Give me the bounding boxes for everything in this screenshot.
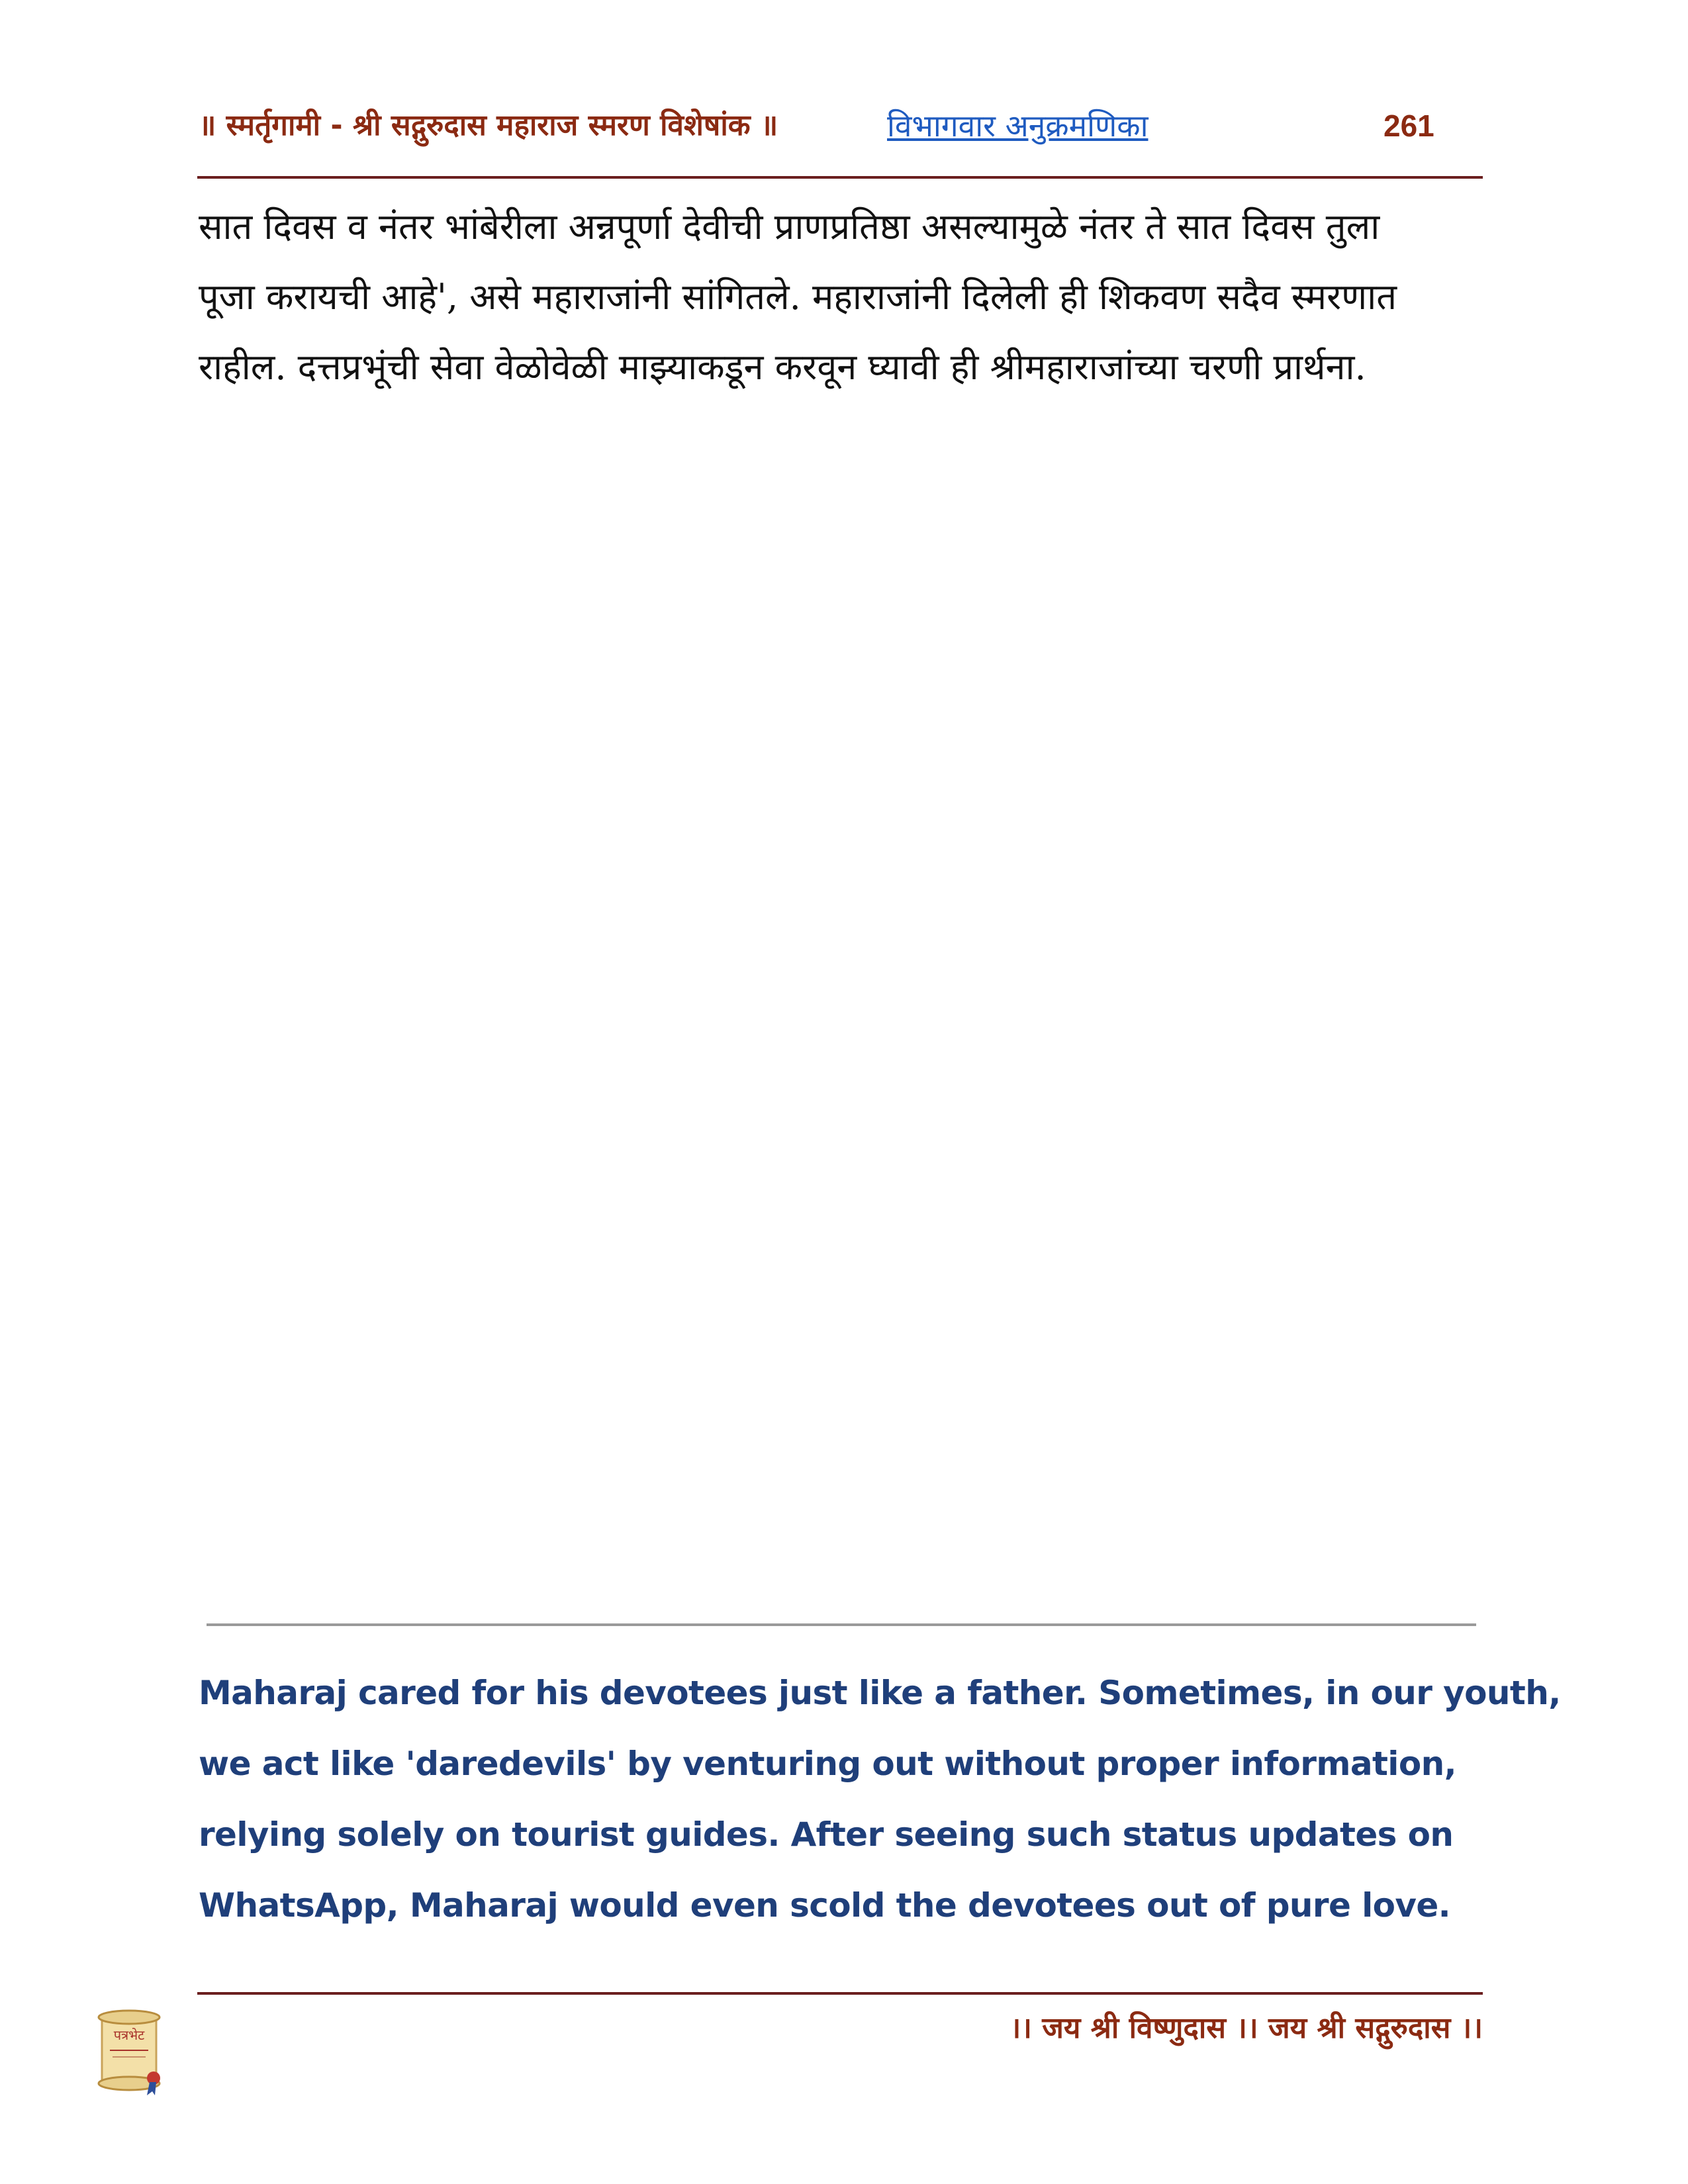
section-index-link[interactable]: विभागवार अनुक्रमणिका: [887, 108, 1149, 144]
footer-salutation: ।। जय श्री विष्णुदास ।। जय श्री सद्गुरुदास ।।: [1009, 2011, 1483, 2045]
marathi-line: सात दिवस व नंतर भांबेरीला अन्नपूर्णा देवीची प्राणप्रतिष्ठा असल्यामुळे नंतर ते सात दिवस तुला: [199, 206, 1380, 248]
footer-divider: [197, 1992, 1483, 1995]
page-number: 261: [1383, 109, 1434, 143]
logo-label: पत्रभेट: [113, 2027, 145, 2043]
summary-divider: [207, 1623, 1476, 1626]
scroll-icon: [93, 2005, 169, 2098]
marathi-line: पूजा करायची आहे', असे महाराजांनी सांगितले. महाराजांनी दिलेली ही शिकवण सदैव स्मरणात: [199, 276, 1397, 318]
publication-title: ॥ स्मर्तृगामी - श्री सद्गुरुदास महाराज स्मरण विशेषांक ॥: [199, 109, 778, 142]
marathi-line: राहील. दत्तप्रभूंची सेवा वेळोवेळी माझ्याकडून करवून घ्यावी ही श्रीमहाराजांच्या चरणी प्रार्थना.: [199, 346, 1366, 388]
english-summary: [199, 1658, 1561, 1941]
english-line: WhatsApp, Maharaj would even scold the devotees out of pure love.: [199, 1886, 1451, 1925]
header-divider: [197, 176, 1483, 179]
english-line: we act like 'daredevils' by venturing out without proper information,: [199, 1745, 1456, 1783]
marathi-paragraph: [199, 192, 1496, 402]
page-header: [199, 99, 1476, 152]
english-line: relying solely on tourist guides. After seeing such status updates on: [199, 1815, 1454, 1854]
english-line: Maharaj cared for his devotees just like a father. Sometimes, in our youth,: [199, 1674, 1561, 1712]
